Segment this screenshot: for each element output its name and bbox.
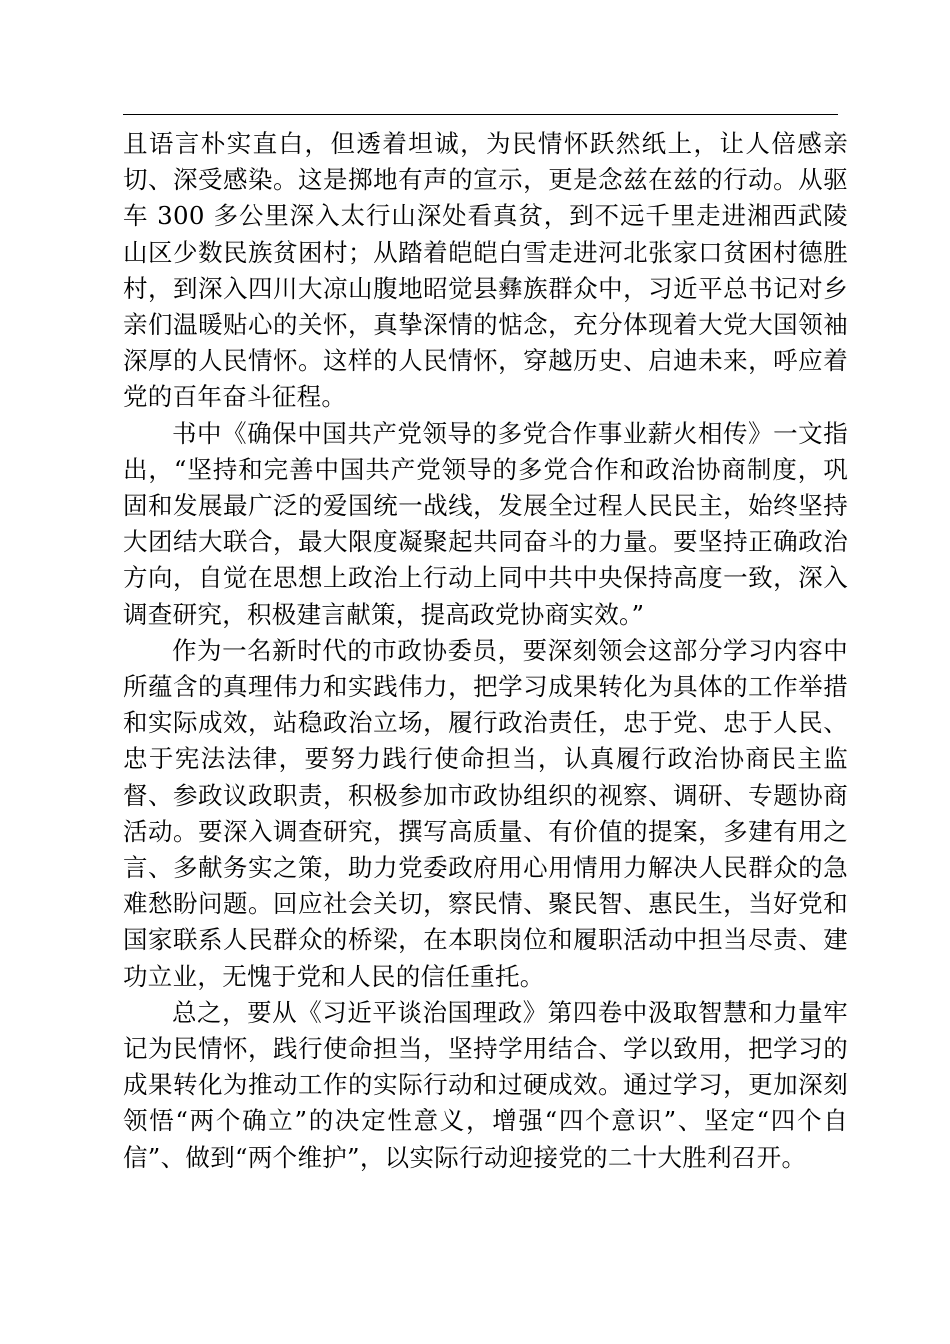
paragraph-2: 书中《确保中国共产党领导的多党合作事业薪火相传》一文指出，“坚持和完善中国共产党领导的多党合作和政治协商制度，巩固和发展最广泛的爱国统一战线，发展全过程人民民主，始终坚持大团结大联合，最大限度凝聚起共同奋斗的力量。要坚持正确政治方向，自觉在思想上政治上行动上同中共中央保持高度一致，深入调查研究，积极建言献策，提高政党协商实效。” — [123, 418, 848, 629]
header-rule — [123, 114, 838, 115]
body-text — [123, 126, 848, 1176]
paragraph-4: 总之，要从《习近平谈治国理政》第四卷中汲取智慧和力量牢记为民情怀，践行使命担当，坚持学用结合、学以致用，把学习的成果转化为推动工作的实际行动和过硬成效。通过学习，更加深刻领悟“两个确立”的决定性意义，增强“四个意识”、坚定“四个自信”、做到“两个维护”，以实际行动迎接党的二十大胜利召开。 — [123, 997, 848, 1172]
paragraph-3: 作为一名新时代的市政协委员，要深刻领会这部分学习内容中所蕴含的真理伟力和实践伟力，把学习成果转化为具体的工作举措和实际成效，站稳政治立场，履行政治责任，忠于党、忠于人民、忠于宪法法律，要努力践行使命担当，认真履行政治协商民主监督、参政议政职责，积极参加市政协组织的视察、调研、专题协商活动。要深入调查研究，撰写高质量、有价值的提案，多建有用之言、多献务实之策，助力党委政府用心用情用力解决人民群众的急难愁盼问题。回应社会关切，察民情、聚民智、惠民生，当好党和国家联系人民群众的桥梁，在本职岗位和履职活动中担当尽责、建功立业，无愧于党和人民的信任重托。 — [123, 635, 848, 991]
paragraph-1: 且语言朴实直白，但透着坦诚，为民情怀跃然纸上，让人倍感亲切、深受感染。这是掷地有声的宣示，更是念兹在兹的行动。从驱车 300 多公里深入太行山深处看真贫，到不远千里走进湘西武陵山区少数民族贫困村；从踏着皑皑白雪走进河北张家口贫困村德胜村，到深入四川大凉山腹地昭觉县彝族群众中，习近平总书记对乡亲们温暖贴心的关怀，真挚深情的惦念，充分体现着大党大国领袖深厚的人民情怀。这样的人民情怀，穿越历史、启迪未来，呼应着党的百年奋斗征程。 — [123, 129, 848, 412]
